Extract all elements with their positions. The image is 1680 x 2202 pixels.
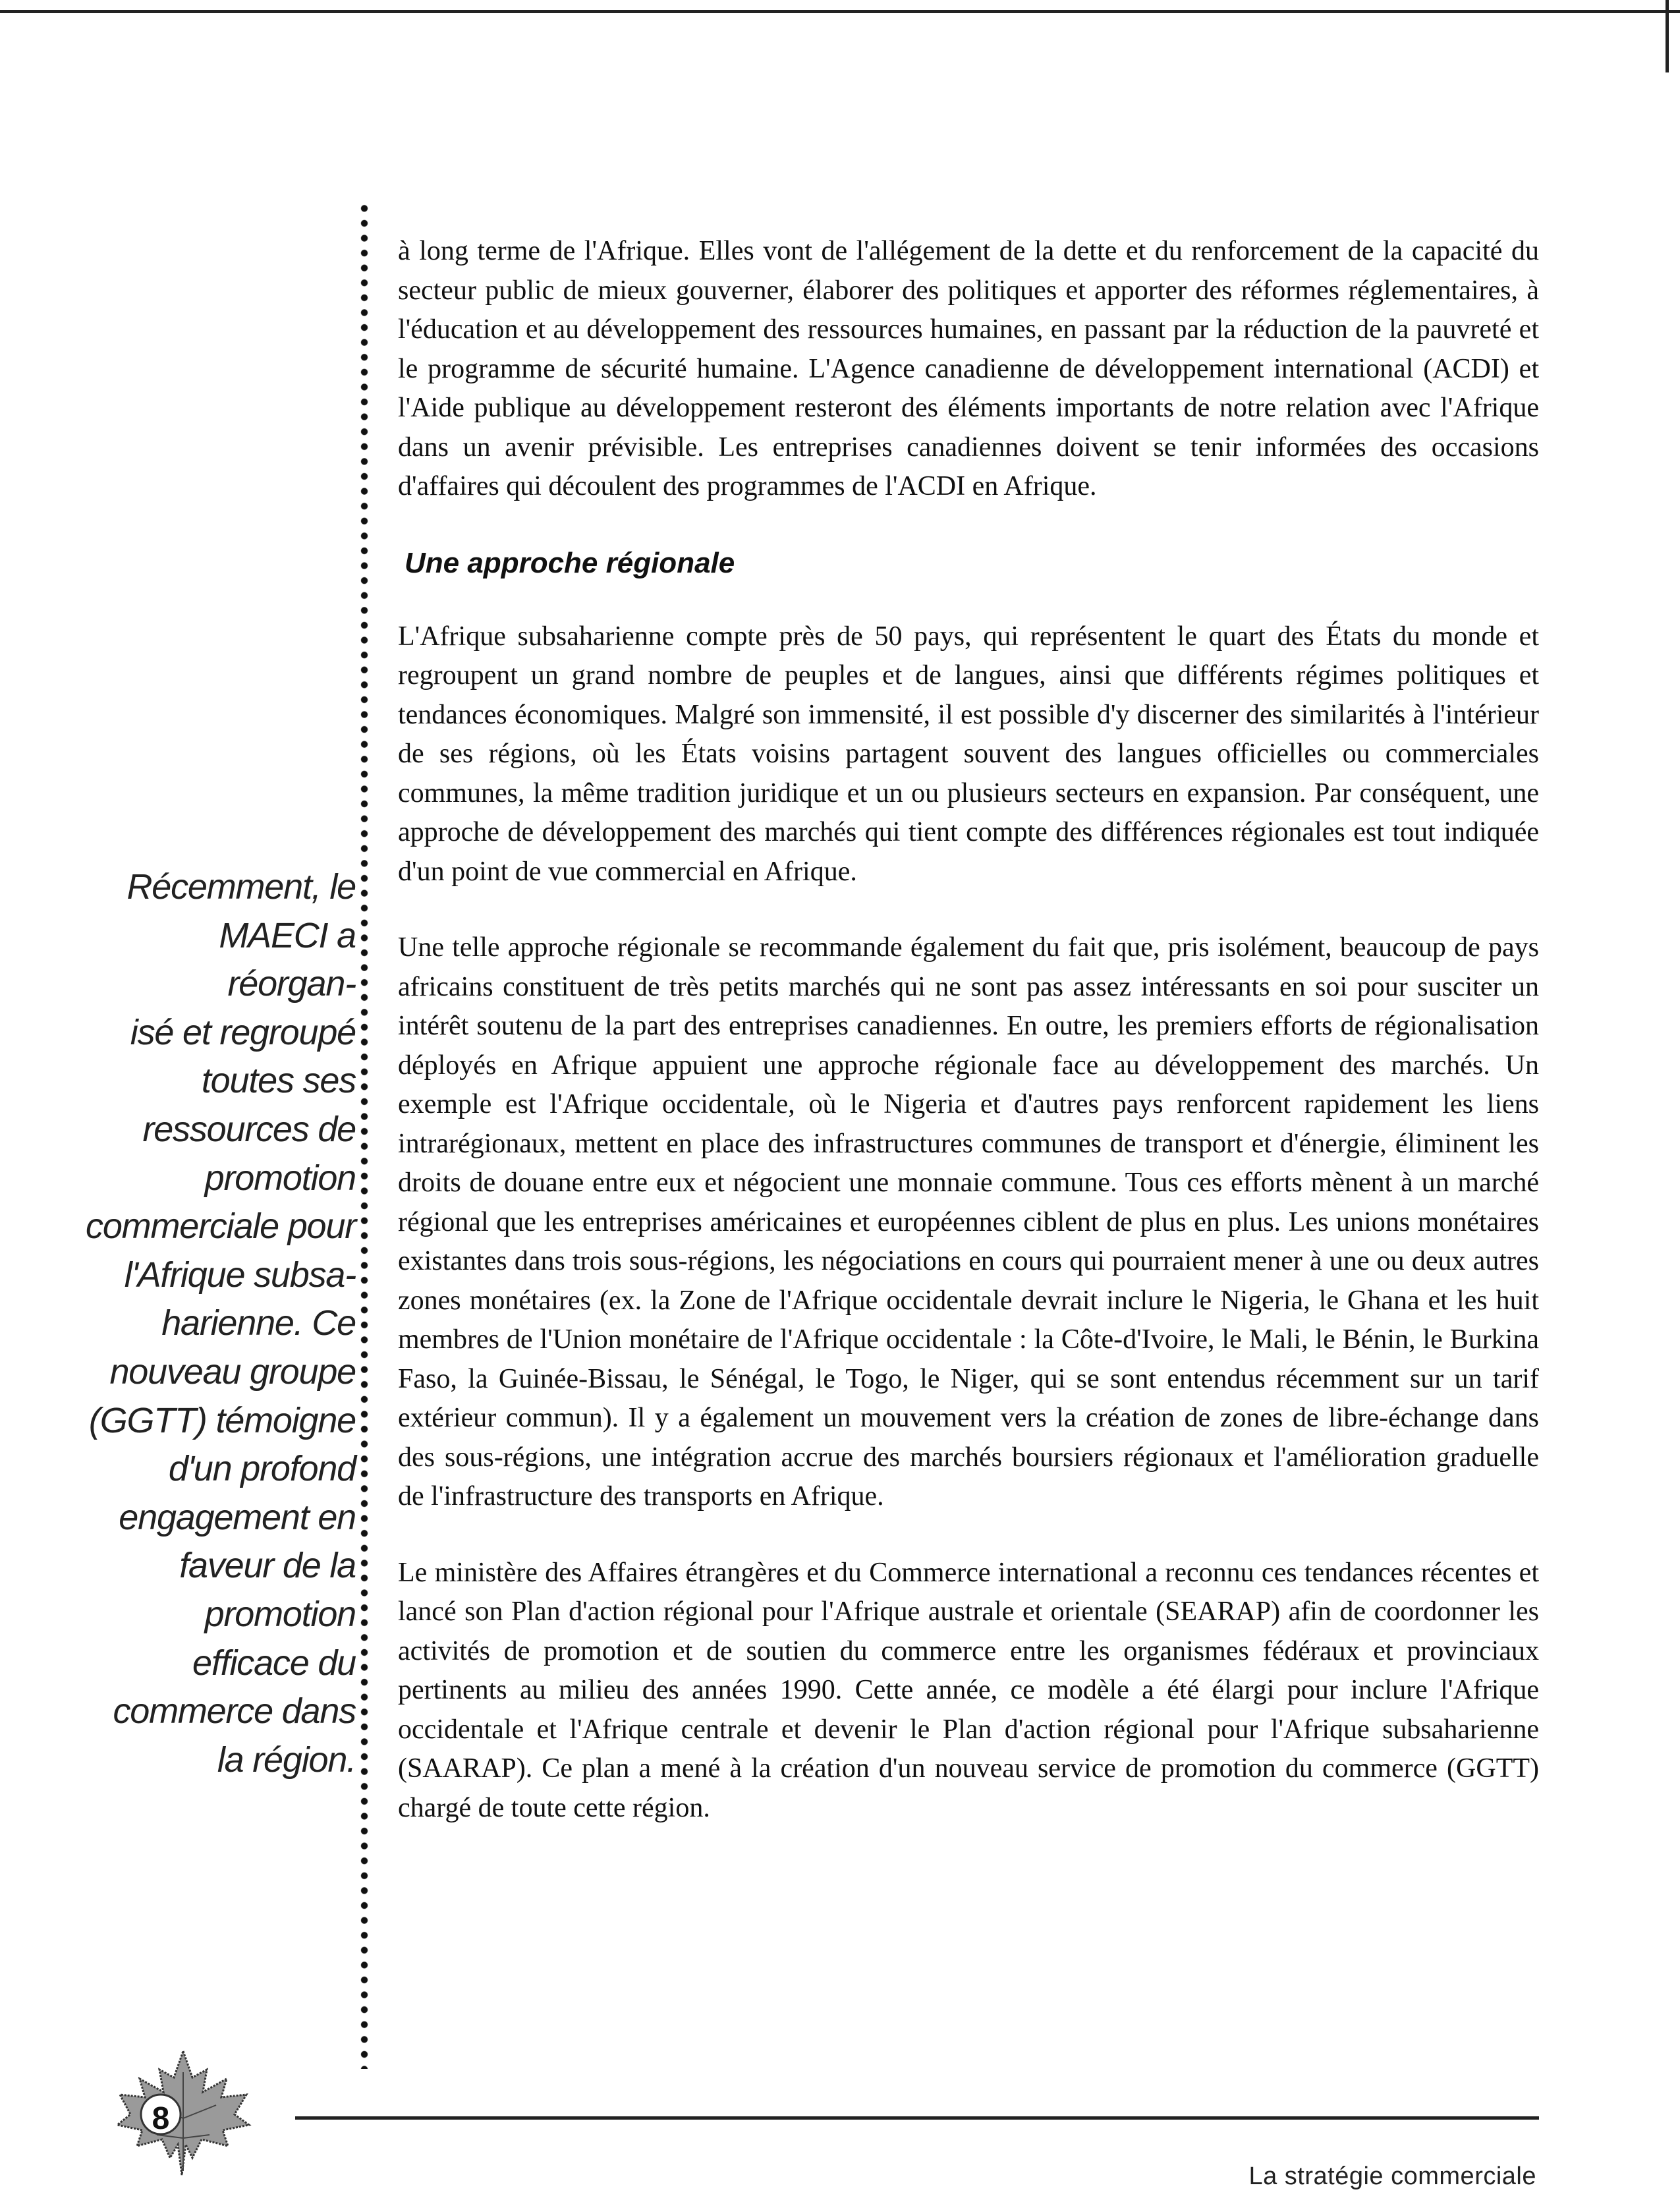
running-footer-title: La stratégie commerciale: [1248, 2162, 1536, 2190]
section-heading: Une approche régionale: [405, 546, 735, 579]
pull-quote-line: harienne. Ce: [161, 1303, 356, 1343]
pull-quote-line: l'Afrique subsa-: [124, 1255, 356, 1295]
pull-quote-line: (GGTT) témoigne: [88, 1400, 356, 1440]
pull-quote-line: efficace du: [192, 1643, 356, 1683]
pull-quote-line: MAECI a réorgan-: [219, 915, 356, 1004]
paragraph-2: L'Afrique subsaharienne compte près de 50 pays, qui représentent le quart des États du monde et regroupent un grand nombre de peuples et de langues, ainsi que différents régimes politiques et tendances économiques. Malgré son immensité, il est possible d'y discerner des similarités à l'intérieur de ses régions, où les États voisins partagent souvent des langues officielles ou commerciales communes, la même tradition juridique et un ou plusieurs secteurs en expansion. Par conséquent, une approche de développement des marchés qui tient compte des différences régionales est tout indiquée d'un point de vue commercial en Afrique.: [398, 621, 1539, 887]
pull-quote-line: Récemment, le: [126, 867, 356, 907]
pull-quote-line: nouveau groupe: [109, 1351, 356, 1392]
footer-rule: [295, 2116, 1539, 2120]
top-rule: [0, 0, 1680, 13]
pull-quote-line: promotion: [204, 1158, 356, 1198]
pull-quote-line: commerce dans: [113, 1691, 356, 1732]
pull-quote-line: promotion: [204, 1594, 356, 1634]
paragraph-3: Une telle approche régionale se recommande également du fait que, pris isolément, beaucoup de pays africains constituent de très petits marchés qui ne sont pas assez intéressants en soi pour susciter un intérêt soutenu de la part des entreprises canadiennes. En outre, les premiers efforts de régionalisation déployés en Afrique appuient une approche régionale face au développement des marchés. Un exemple est l'Afrique occidentale, où le Nigeria et d'autres pays renforcent rapidement les liens intrarégionaux, mettent en place des infrastructures communes de transport et d'énergie, éliminent les droits de douane entre eux et négocient une monnaie commune. Tous ces efforts mènent à un marché régional que les entreprises américaines et européennes ciblent de plus en plus. Les unions monétaires existantes dans trois sous-régions, les négociations en cours qui pourraient mener à une ou deux autres zones monétaires (ex. la Zone de l'Afrique occidentale devrait inclure le Nigeria, le Ghana et les huit membres de l'Union monétaire de l'Afrique occidentale : la Côte-d'Ivoire, le Mali, le Bénin, le Burkina Faso, la Guinée-Bissau, le Sénégal, le Togo, le Niger, qui se sont entendus récemment sur un tarif extérieur commun). Il y a également un mouvement vers la création de zones de libre-échange dans des sous-régions, une intégration accrue des marchés boursiers régionaux et l'amélioration graduelle de l'infrastructure des transports en Afrique.: [398, 932, 1539, 1511]
paragraph-4: Le ministère des Affaires étrangères et du Commerce international a reconnu ces tendances récentes et lancé son Plan d'action régional pour l'Afrique australe et orientale (SEARAP) afin de coordonner les activités de promotion et de soutien du commerce entre les organismes fédéraux et provinciaux pertinents au milieu des années 1990. Cette année, ce modèle a été élargi pour inclure l'Afrique occidentale et l'Afrique centrale et devenir le Plan d'action régional pour l'Afrique subsaharienne (SAARAP). Ce plan a mené à la création d'un nouveau service de promotion du commerce (GGTT) chargé de toute cette région.: [398, 1557, 1539, 1823]
right-edge-rule: [1666, 0, 1669, 72]
dotted-column-divider: [358, 201, 371, 2069]
page-number: 8: [152, 2101, 170, 2136]
pull-quote-line: isé et regroupé: [130, 1012, 356, 1052]
pull-quote-line: ressources de: [142, 1109, 356, 1149]
pull-quote-line: d'un profond: [168, 1449, 356, 1489]
pull-quote-line: faveur de la: [179, 1546, 356, 1586]
pull-quote: [86, 863, 356, 1784]
pull-quote-line: toutes ses: [201, 1061, 356, 1101]
pull-quote-line: la région.: [217, 1739, 356, 1780]
pull-quote-line: engagement en: [119, 1497, 356, 1537]
pull-quote-line: commerciale pour: [86, 1206, 356, 1247]
main-text-column: [398, 232, 1539, 1865]
paragraph-1: à long terme de l'Afrique. Elles vont de l'allégement de la dette et du renforcement de la capacité du secteur public de mieux gouverner, élaborer des politiques et apporter des réformes réglementaires, à l'éducation et au développement des ressources humaines, en passant par la réduction de la pauvreté et le programme de sécurité humaine. L'Agence canadienne de développement international (ACDI) et l'Aide publique au développement resteront des éléments importants de notre relation avec l'Afrique dans un avenir prévisible. Les entreprises canadiennes doivent se tenir informées des occasions d'affaires qui découlent des programmes de l'ACDI en Afrique.: [398, 236, 1539, 501]
maple-leaf-icon: [111, 2046, 256, 2178]
